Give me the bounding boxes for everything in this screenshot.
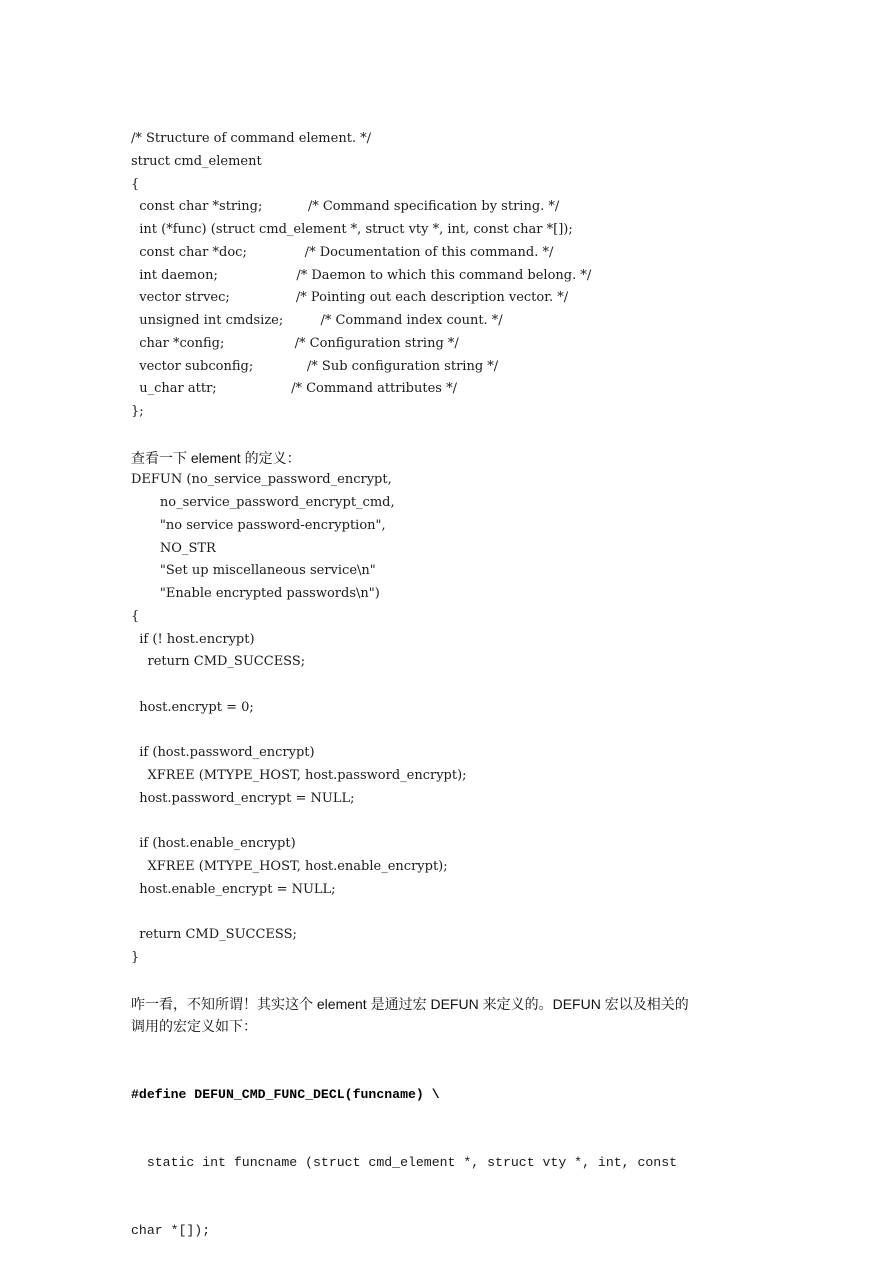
code-line: {	[131, 176, 140, 192]
code-line: int (*func) (struct cmd_element *, struct vty *, int, const char *[]);	[131, 222, 573, 237]
prose-line: 调用的宏定义如下：	[131, 1018, 257, 1035]
code-line: host.enable_encrypt = NULL;	[131, 881, 336, 897]
document-page	[131, 128, 751, 1288]
code-line: unsigned int cmdsize; /* Command index count. */	[131, 313, 503, 328]
code-line: return CMD_SUCCESS;	[131, 927, 297, 943]
code-line: "no service password-encryption",	[131, 517, 386, 533]
code-line: vector strvec; /* Pointing out each description vector. */	[131, 290, 569, 306]
code-line: DEFUN (no_service_password_encrypt,	[131, 472, 392, 488]
code-line: if (host.password_encrypt)	[131, 745, 315, 761]
defun-code-block	[131, 469, 751, 970]
code-line: "Enable encrypted passwords\n")	[131, 586, 380, 601]
code-line: no_service_password_encrypt_cmd,	[131, 495, 395, 510]
paragraph-element-definition	[131, 447, 751, 470]
code-line: XFREE (MTYPE_HOST, host.password_encrypt);	[131, 768, 467, 783]
spacer	[131, 424, 751, 447]
paragraph-macro-explanation	[131, 993, 751, 1039]
struct-code-block	[131, 128, 751, 424]
code-line	[131, 720, 751, 743]
code-line: };	[131, 404, 144, 419]
code-line: NO_STR	[131, 540, 216, 556]
code-line	[131, 902, 751, 925]
spacer	[131, 970, 751, 993]
code-line: u_char attr; /* Command attributes */	[131, 381, 457, 397]
macro-code-block	[131, 1038, 751, 1288]
code-line: if (host.enable_encrypt)	[131, 836, 296, 852]
macro-body-line: char *[]);	[131, 1223, 211, 1238]
code-line: }	[131, 950, 140, 965]
code-line: const char *doc; /* Documentation of this command. */	[131, 244, 554, 260]
code-line: vector subconfig; /* Sub configuration string */	[131, 358, 499, 374]
code-line	[131, 811, 751, 834]
code-line: return CMD_SUCCESS;	[131, 654, 306, 670]
code-line: XFREE (MTYPE_HOST, host.enable_encrypt);	[131, 859, 448, 874]
code-line: /* Structure of command element. */	[131, 131, 372, 146]
code-line: int daemon; /* Daemon to which this command belong. */	[131, 267, 592, 283]
code-line: host.encrypt = 0;	[131, 699, 254, 715]
code-line: {	[131, 608, 140, 624]
code-line	[131, 674, 751, 697]
code-line: "Set up miscellaneous service\n"	[131, 563, 376, 579]
macro-body-line: static int funcname (struct cmd_element *, struct vty *, int, const	[131, 1154, 678, 1170]
prose-line: 查看一下 element 的定义：	[131, 449, 301, 466]
code-line: const char *string; /* Command specification by string. */	[131, 199, 560, 215]
prose-line: 咋一看，不知所谓！其实这个 element 是通过宏 DEFUN 来定义的。DEFUN 宏以及相关的	[131, 995, 689, 1012]
code-line: if (! host.encrypt)	[131, 631, 255, 647]
code-line: char *config; /* Configuration string */	[131, 335, 459, 351]
code-line: host.password_encrypt = NULL;	[131, 790, 355, 806]
macro-header-line: #define DEFUN_CMD_FUNC_DECL(funcname) \	[131, 1086, 440, 1102]
code-line: struct cmd_element	[131, 153, 262, 169]
